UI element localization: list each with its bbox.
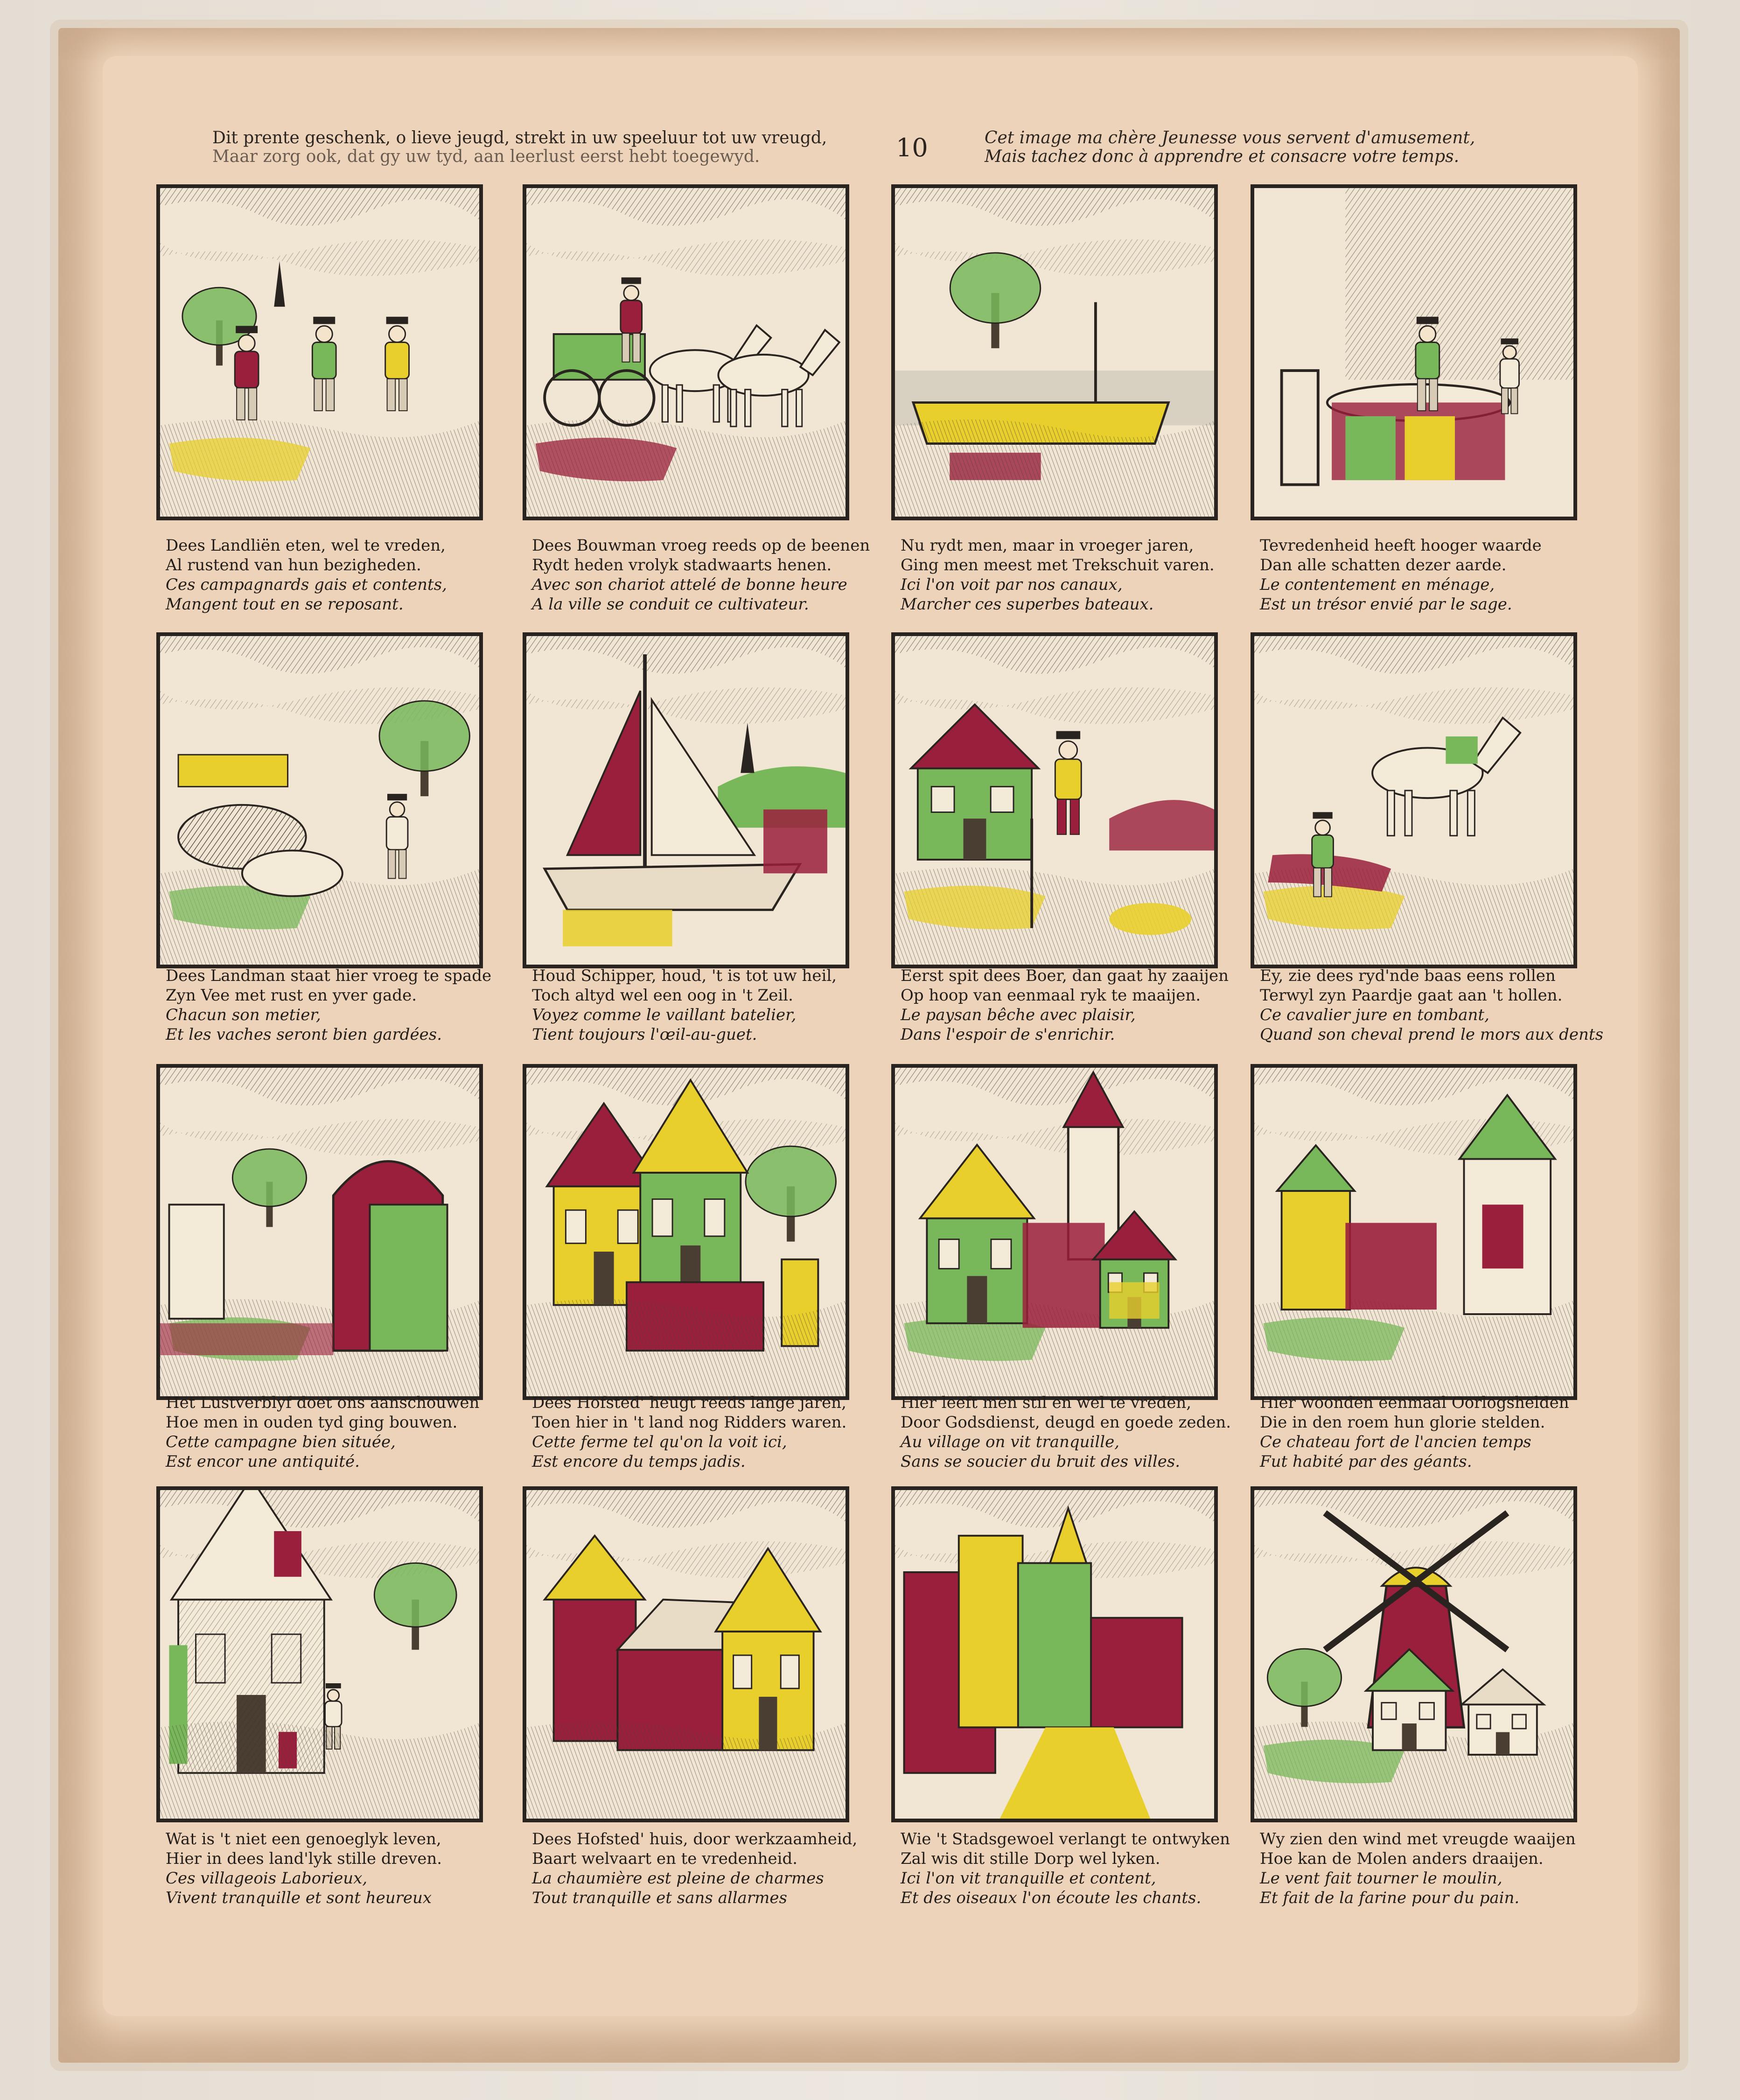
castle-icon (1254, 1068, 1573, 1396)
sailboat-icon (526, 636, 846, 965)
woodcut-panel (523, 184, 849, 520)
caption-french-line: Quand son cheval prend le mors aux dents (1260, 1025, 1604, 1044)
caption-french-line: Vivent tranquille et sont heureux (166, 1889, 432, 1907)
caption-french-line: Le contentement en ménage, (1260, 575, 1495, 594)
caption-dutch-line: Op hoop van eenmaal ryk te maaijen. (901, 986, 1201, 1005)
windmill-icon (1254, 1490, 1573, 1819)
sowing-farmer-icon (895, 636, 1214, 965)
caption-french-line: Ici l'on vit tranquille et content, (901, 1869, 1156, 1888)
caption-french-line: Et fait de la farine pour du pain. (1260, 1889, 1520, 1907)
panel-caption (901, 1829, 1255, 1908)
panel-caption (1260, 966, 1614, 1044)
caption-dutch-line: Die in den roem hun glorie stelden. (1260, 1413, 1545, 1432)
woodcut-panel (1251, 1486, 1577, 1822)
caption-french-line: Le paysan bêche avec plaisir, (901, 1006, 1136, 1024)
caption-french-line: Est un trésor envié par le sage. (1260, 595, 1512, 614)
caption-french-line: Tient toujours l'œil-au-guet. (532, 1025, 757, 1044)
header-french-line-2: Mais tachez donc à apprendre et consacre votre temps. (985, 147, 1460, 166)
panel-caption (166, 966, 520, 1044)
caption-dutch-line: Wy zien den wind met vreugde waaijen (1260, 1830, 1576, 1848)
caption-french-line: Et les vaches seront bien gardées. (166, 1025, 442, 1044)
caption-dutch-line: Het Lustverblyf doet ons aanschouwen (166, 1393, 480, 1412)
caption-dutch-line: Hoe kan de Molen anders draaijen. (1260, 1849, 1544, 1868)
caption-dutch-line: Terwyl zyn Paardje gaat aan 't hollen. (1260, 986, 1563, 1005)
caption-dutch-line: Hier in dees land'lyk stille dreven. (166, 1849, 442, 1868)
panel-caption (532, 1393, 887, 1471)
caption-french-line: Cette ferme tel qu'on la voit ici, (532, 1433, 787, 1451)
caption-dutch-line: Hoe men in ouden tyd ging bouwen. (166, 1413, 458, 1432)
caption-french-line: Est encore du temps jadis. (532, 1452, 746, 1471)
page-number: 10 (896, 133, 928, 162)
peasants-eating-icon (160, 188, 479, 517)
panel-caption (901, 1393, 1255, 1471)
country-house-icon (160, 1490, 479, 1819)
panel-caption (166, 536, 520, 614)
caption-dutch-line: Hier woonden eenmaal Oorlogshelden (1260, 1393, 1569, 1412)
caption-dutch-line: Tevredenheid heeft hooger waarde (1260, 536, 1542, 555)
woodcut-panel (156, 184, 483, 520)
cottage-icon (526, 1490, 846, 1819)
caption-french-line: Cette campagne bien située, (166, 1433, 396, 1451)
panel-caption (532, 966, 887, 1044)
caption-dutch-line: Hier leeft men stil en wel te vreden, (901, 1393, 1192, 1412)
caption-french-line: Voyez comme le vaillant batelier, (532, 1006, 797, 1024)
woodcut-panel (523, 632, 849, 968)
woodcut-panel (1251, 632, 1577, 968)
caption-french-line: Sans se soucier du bruit des villes. (901, 1452, 1181, 1471)
panel-caption (166, 1393, 520, 1471)
caption-french-line: Est encor une antiquité. (166, 1452, 360, 1471)
caption-french-line: Le vent fait tourner le moulin, (1260, 1869, 1502, 1888)
caption-french-line: Avec son chariot attelé de bonne heure (532, 575, 847, 594)
panel-caption (901, 536, 1255, 614)
caption-dutch-line: Dees Bouwman vroeg reeds op de beenen (532, 536, 870, 555)
caption-french-line: A la ville se conduit ce cultivateur. (532, 595, 809, 614)
caption-french-line: Ce cavalier jure en tombant, (1260, 1006, 1489, 1024)
panel-caption (532, 536, 887, 614)
panel-caption (901, 966, 1255, 1044)
caption-french-line: Fut habité par des géants. (1260, 1452, 1472, 1471)
caption-dutch-line: Zyn Vee met rust en yver gade. (166, 986, 417, 1005)
caption-dutch-line: Baart welvaart en te vredenheid. (532, 1849, 798, 1868)
caption-french-line: Dans l'espoir de s'enrichir. (901, 1025, 1115, 1044)
woodcut-panel (156, 632, 483, 968)
caption-french-line: Au village on vit tranquille, (901, 1433, 1120, 1451)
village-church-icon (895, 1068, 1214, 1396)
panel-caption (1260, 1393, 1614, 1471)
horse-cart-icon (526, 188, 846, 517)
woodcut-panel (891, 184, 1218, 520)
caption-dutch-line: Zal wis dit stille Dorp wel lyken. (901, 1849, 1160, 1868)
caption-french-line: Ces villageois Laborieux, (166, 1869, 368, 1888)
caption-french-line: Tout tranquille et sans allarmes (532, 1889, 787, 1907)
caption-dutch-line: Ey, zie dees ryd'nde baas eens rollen (1260, 966, 1556, 985)
caption-french-line: Ce chateau fort de l'ancien temps (1260, 1433, 1531, 1451)
woodcut-panel (1251, 1064, 1577, 1400)
caption-dutch-line: Houd Schipper, houd, 't is tot uw heil, (532, 966, 837, 985)
header-dutch-line-2: Maar zorg ook, dat gy uw tyd, aan leerlust eerst hebt toegewyd. (212, 147, 760, 166)
caption-french-line: Marcher ces superbes bateaux. (901, 595, 1154, 614)
caption-french-line: Ici l'on voit par nos canaux, (901, 575, 1123, 594)
caption-dutch-line: Dees Hofsted' heugt reeds lange jaren, (532, 1393, 846, 1412)
caption-dutch-line: Dees Landman staat hier vroeg te spade (166, 966, 492, 985)
woodcut-panel (891, 632, 1218, 968)
caption-french-line: Et des oiseaux l'on écoute les chants. (901, 1889, 1202, 1907)
caption-dutch-line: Wie 't Stadsgewoel verlangt te ontwyken (901, 1830, 1230, 1848)
family-table-icon (1254, 188, 1573, 517)
header-dutch-line-1: Dit prente geschenk, o lieve jeugd, strekt in uw speeluur tot uw vreugd, (212, 128, 827, 147)
caption-dutch-line: Toch altyd wel een oog in 't Zeil. (532, 986, 793, 1005)
panel-caption (166, 1829, 520, 1908)
caption-dutch-line: Ging men meest met Trekschuit varen. (901, 556, 1215, 574)
caption-french-line: Chacun son metier, (166, 1006, 321, 1024)
caption-dutch-line: Door Godsdienst, deugd en goede zeden. (901, 1413, 1231, 1432)
canal-boat-icon (895, 188, 1214, 517)
falling-rider-icon (1254, 636, 1573, 965)
panel-caption (532, 1829, 887, 1908)
woodcut-panel (891, 1486, 1218, 1822)
caption-dutch-line: Toen hier in 't land nog Ridders waren. (532, 1413, 847, 1432)
panel-caption (1260, 1829, 1614, 1908)
woodcut-panel (156, 1064, 483, 1400)
caption-dutch-line: Dan alle schatten dezer aarde. (1260, 556, 1507, 574)
caption-dutch-line: Dees Hofsted' huis, door werkzaamheid, (532, 1830, 858, 1848)
pavilion-icon (160, 1068, 479, 1396)
woodcut-panel (156, 1486, 483, 1822)
caption-french-line: La chaumière est pleine de charmes (532, 1869, 824, 1888)
woodcut-panel (523, 1064, 849, 1400)
caption-dutch-line: Nu rydt men, maar in vroeger jaren, (901, 536, 1194, 555)
caption-french-line: Ces campagnards gais et contents, (166, 575, 447, 594)
caption-dutch-line: Wat is 't niet een genoeglyk leven, (166, 1830, 441, 1848)
woodcut-panel (891, 1064, 1218, 1400)
panel-caption (1260, 536, 1614, 614)
woodcut-panel (523, 1486, 849, 1822)
caption-dutch-line: Al rustend van hun bezigheden. (166, 556, 421, 574)
caption-dutch-line: Dees Landliën eten, wel te vreden, (166, 536, 446, 555)
caption-dutch-line: Eerst spit dees Boer, dan gaat hy zaaijen (901, 966, 1229, 985)
caption-dutch-line: Rydt heden vrolyk stadwaarts henen. (532, 556, 832, 574)
village-street-icon (895, 1490, 1214, 1819)
caption-french-line: Mangent tout en se reposant. (166, 595, 404, 614)
farmstead-icon (526, 1068, 846, 1396)
farmer-cattle-icon (160, 636, 479, 965)
woodcut-panel (1251, 184, 1577, 520)
header-french-line-1: Cet image ma chère Jeunesse vous servent d'amusement, (985, 128, 1475, 147)
